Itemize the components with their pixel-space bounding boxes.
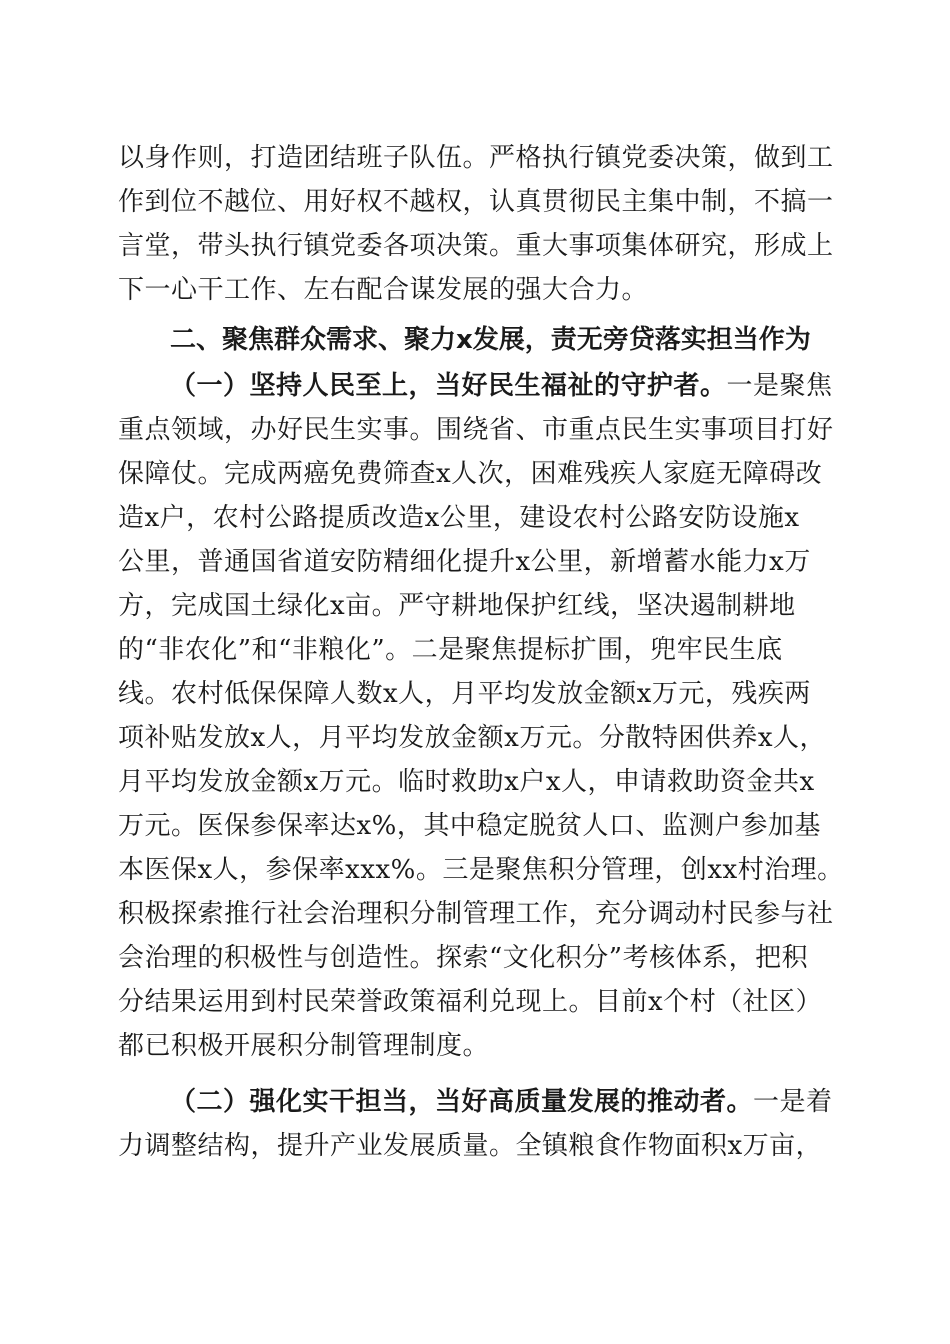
text-line: 会治理的积极性与创造性。探索“文化积分”考核体系，把积 (118, 943, 809, 973)
text-line: 线。农村低保保障人数x人，月平均发放金额x万元，残疾两 (118, 679, 811, 709)
text-line: 重点领域，办好民生实事。围绕省、市重点民生实事项目打好 (118, 415, 834, 445)
text-line: 都已积极开展积分制管理制度。 (118, 1031, 490, 1061)
text-line: 方，完成国土绿化x亩。严守耕地保护红线，坚决遏制耕地 (118, 591, 796, 621)
subsection-title: （二）强化实干担当，当好高质量发展的推动者。 (170, 1087, 754, 1117)
subsection-line (170, 364, 838, 408)
section-heading: 二、聚焦群众需求、聚力x发展，责无旁贷落实担当作为 (170, 325, 811, 355)
text-fragment: 一是着 (753, 1087, 833, 1117)
text-line: 分结果运用到村民荣誉政策福利兑现上。目前x个村（社区） (118, 987, 823, 1017)
text-line: 公里，普通国省道安防精细化提升x公里，新增蓄水能力x万 (118, 547, 811, 577)
subsection-title: （一）坚持人民至上，当好民生福祉的守护者。 (170, 371, 727, 401)
text-line: 造x户，农村公路提质改造x公里，建设农村公路安防设施x (118, 503, 800, 533)
text-line: 以身作则，打造团结班子队伍。严格执行镇党委决策，做到工 (118, 143, 834, 173)
text-line: 保障仗。完成两癌免费筛查x人次，困难残疾人家庭无障碍改 (118, 459, 823, 489)
text-line: 作到位不越位、用好权不越权，认真贯彻民主集中制，不搞一 (118, 187, 834, 217)
text-line: 月平均发放金额x万元。临时救助x户x人，申请救助资金共x (118, 767, 815, 797)
text-line: 项补贴发放x人，月平均发放金额x万元。分散特困供养x人， (118, 723, 826, 753)
text-line: 的“非农化”和“非粮化”。二是聚焦提标扩围，兜牢民生底 (118, 635, 783, 665)
text-line: 言堂，带头执行镇党委各项决策。重大事项集体研究，形成上 (118, 231, 834, 261)
text-line: 下一心干工作、左右配合谋发展的强大合力。 (118, 275, 649, 305)
text-line: 万元。医保参保率达x%，其中稳定脱贫人口、监测户参加基 (118, 811, 821, 841)
text-fragment: 一是聚焦 (726, 371, 833, 401)
text-line: 力调整结构，提升产业发展质量。全镇粮食作物面积x万亩， (118, 1131, 823, 1161)
text-line: 积极探索推行社会治理积分制管理工作，充分调动村民参与社 (118, 899, 834, 929)
subsection-line (170, 1080, 838, 1124)
text-line: 本医保x人，参保率xxx%。三是聚焦积分管理，创xx村治理。 (118, 855, 844, 885)
